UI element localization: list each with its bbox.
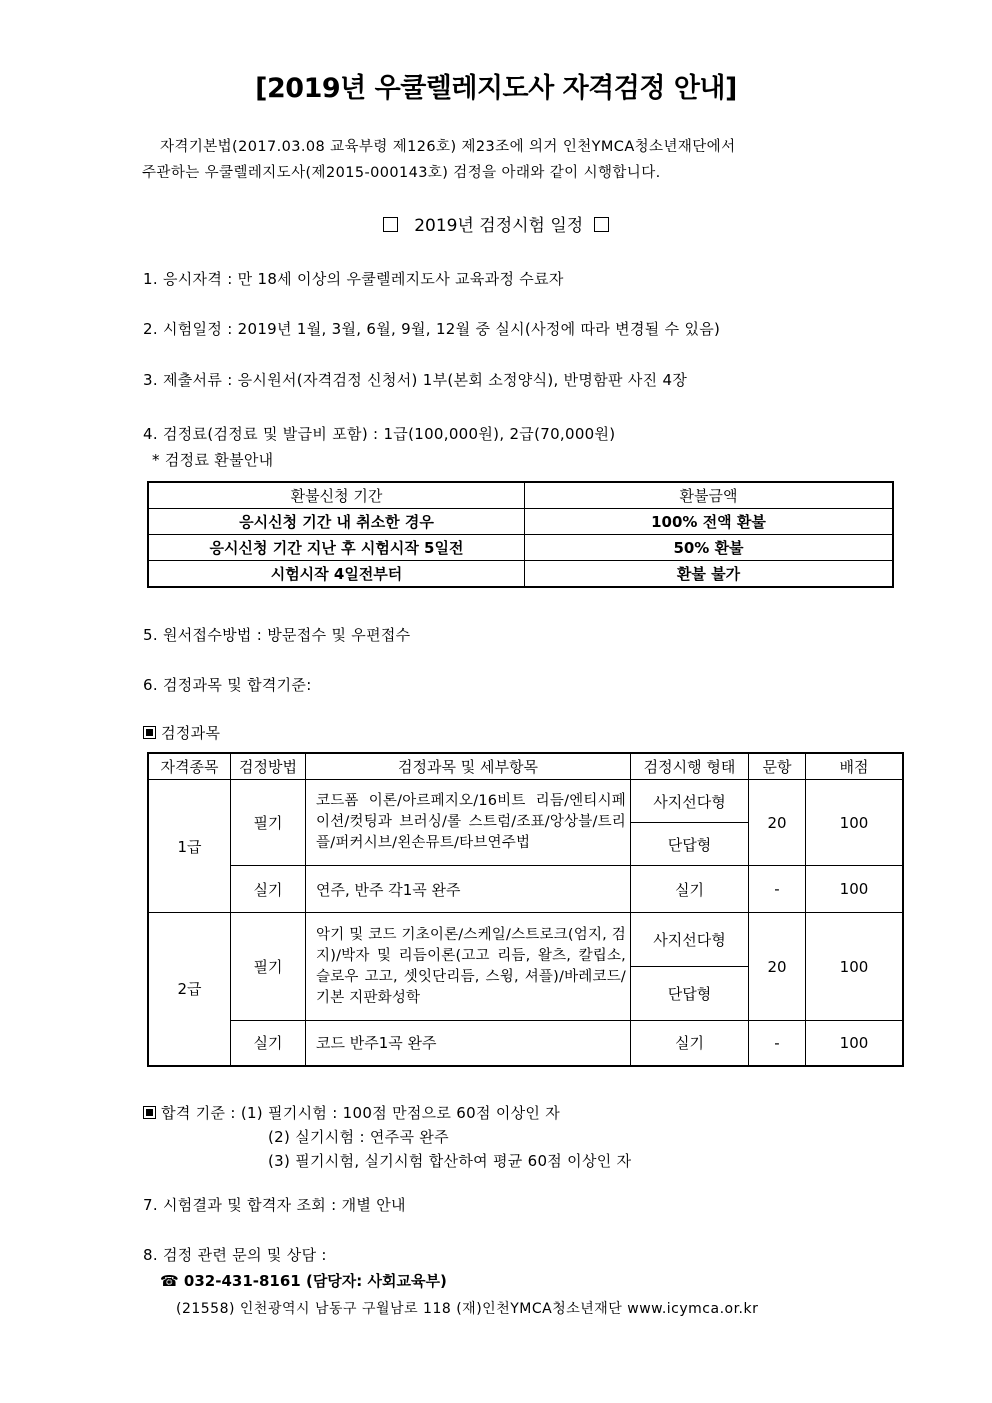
schedule-heading-text: 2019년 검정시험 일정 xyxy=(414,216,584,236)
item-eligibility: 1. 응시자격 : 만 18세 이상의 우쿨렐레지도사 교육과정 수료자 xyxy=(143,270,564,288)
col-header-method: 검정방법 xyxy=(231,753,306,780)
table-row xyxy=(148,1021,903,1066)
col-header-form: 검정시행 형태 xyxy=(631,753,749,780)
subject-table xyxy=(147,752,904,1067)
questions-cell: - xyxy=(749,866,806,913)
col-header-grade: 자격종목 xyxy=(148,753,231,780)
method-cell: 필기 xyxy=(231,913,306,1021)
grade-cell: 2급 xyxy=(148,913,231,1066)
refund-amount: 100% 전액 환불 xyxy=(525,509,894,535)
refund-header-amount: 환불금액 xyxy=(525,482,894,509)
contact-phone xyxy=(160,1270,447,1291)
score-cell: 100 xyxy=(806,866,904,913)
square-icon xyxy=(383,217,398,232)
method-cell: 실기 xyxy=(231,1021,306,1066)
pass-criteria xyxy=(143,1102,560,1123)
table-row xyxy=(148,561,893,588)
col-header-score: 배점 xyxy=(806,753,904,780)
table-row xyxy=(148,866,903,913)
form-cell: 단답형 xyxy=(631,823,749,866)
method-cell: 필기 xyxy=(231,780,306,866)
col-header-subject: 검정과목 및 세부항목 xyxy=(306,753,631,780)
refund-header-period: 환불신청 기간 xyxy=(148,482,525,509)
item-documents: 3. 제출서류 : 응시원서(자격검정 신청서) 1부(본회 소정양식), 반명함판 사진 4장 xyxy=(143,371,688,389)
questions-cell: 20 xyxy=(749,780,806,866)
refund-amount: 환불 불가 xyxy=(525,561,894,588)
subject-detail-cell: 악기 및 코드 기초이론/스케일/스트로크(엄지, 검지)/박자 및 리듬이론(고고 리듬, 왈츠, 칼립소, 슬로우 고고, 셋잇단리듬, 스윙, 셔플)/바레코드/기본 지판화성학 xyxy=(306,913,631,1021)
pass-criteria-label: 합격 기준 : xyxy=(161,1104,236,1122)
pass-criteria-1: (1) 필기시험 : 100점 만점으로 60점 이상인 자 xyxy=(240,1104,561,1122)
subject-detail-cell: 코드 반주1곡 완주 xyxy=(306,1021,631,1066)
square-icon xyxy=(594,217,609,232)
table-row xyxy=(148,509,893,535)
refund-period: 응시신청 기간 내 취소한 경우 xyxy=(148,509,525,535)
item-contact: 8. 검정 관련 문의 및 상담 : xyxy=(143,1246,327,1264)
refund-period: 시험시작 4일전부터 xyxy=(148,561,525,588)
method-cell: 실기 xyxy=(231,866,306,913)
questions-cell: - xyxy=(749,1021,806,1066)
form-cell: 실기 xyxy=(631,866,749,913)
telephone-icon: ☎ xyxy=(160,1272,179,1290)
form-cell: 단답형 xyxy=(631,967,749,1021)
pass-criteria-2: (2) 실기시험 : 연주곡 완주 xyxy=(268,1128,449,1146)
form-cell: 사지선다형 xyxy=(631,913,749,967)
filled-square-icon xyxy=(143,726,156,739)
item-subjects-criteria: 6. 검정과목 및 합격기준: xyxy=(143,676,312,694)
subject-detail-cell: 코드폼 이론/아르페지오/16비트 리듬/엔티시페이션/컷팅과 브러싱/롤 스트럼/조표/앙상블/트리플/퍼커시브/왼손뮤트/타브연주법 xyxy=(306,780,631,866)
pass-criteria-3: (3) 필기시험, 실기시험 합산하여 평균 60점 이상인 자 xyxy=(268,1152,632,1170)
filled-square-icon xyxy=(143,1106,156,1119)
score-cell: 100 xyxy=(806,913,904,1021)
form-cell: 실기 xyxy=(631,1021,749,1066)
score-cell: 100 xyxy=(806,1021,904,1066)
subjects-subheading xyxy=(143,722,220,743)
subject-detail-cell: 연주, 반주 각1곡 완주 xyxy=(306,866,631,913)
refund-table xyxy=(147,481,894,588)
table-row xyxy=(148,535,893,561)
refund-amount: 50% 환불 xyxy=(525,535,894,561)
questions-cell: 20 xyxy=(749,913,806,1021)
refund-period: 응시신청 기간 지난 후 시험시작 5일전 xyxy=(148,535,525,561)
item-application-method: 5. 원서접수방법 : 방문접수 및 우편접수 xyxy=(143,626,411,644)
phone-text: 032-431-8161 (담당자: 사회교육부) xyxy=(183,1272,447,1290)
subjects-subheading-text: 검정과목 xyxy=(161,724,221,742)
refund-note: * 검정료 환불안내 xyxy=(152,451,274,469)
item-exam-schedule: 2. 시험일정 : 2019년 1월, 3월, 6월, 9월, 12월 중 실시(사정에 따라 변경될 수 있음) xyxy=(143,320,721,338)
table-row xyxy=(148,780,903,823)
subject-table-header xyxy=(148,753,903,780)
contact-address: (21558) 인천광역시 남동구 구월남로 118 (재)인천YMCA청소년재단 www.icymca.or.kr xyxy=(176,1301,759,1317)
page-title: [2019년 우쿨렐레지도사 자격검정 안내] xyxy=(255,73,737,104)
intro-line-1: 자격기본법(2017.03.08 교육부령 제126호) 제23조에 의거 인천YMCA청소년재단에서 xyxy=(160,139,736,155)
item-results: 7. 시험결과 및 합격자 조회 : 개별 안내 xyxy=(143,1196,406,1214)
refund-table-header xyxy=(148,482,893,509)
table-row xyxy=(148,913,903,967)
col-header-questions: 문항 xyxy=(749,753,806,780)
item-fee: 4. 검정료(검정료 및 발급비 포함) : 1급(100,000원), 2급(70,000원) xyxy=(143,425,616,443)
score-cell: 100 xyxy=(806,780,904,866)
form-cell: 사지선다형 xyxy=(631,780,749,823)
grade-cell: 1급 xyxy=(148,780,231,913)
schedule-heading xyxy=(0,211,992,236)
intro-line-2: 주관하는 우쿨렐레지도사(제2015-000143호) 검정을 아래와 같이 시행합니다. xyxy=(142,165,661,181)
